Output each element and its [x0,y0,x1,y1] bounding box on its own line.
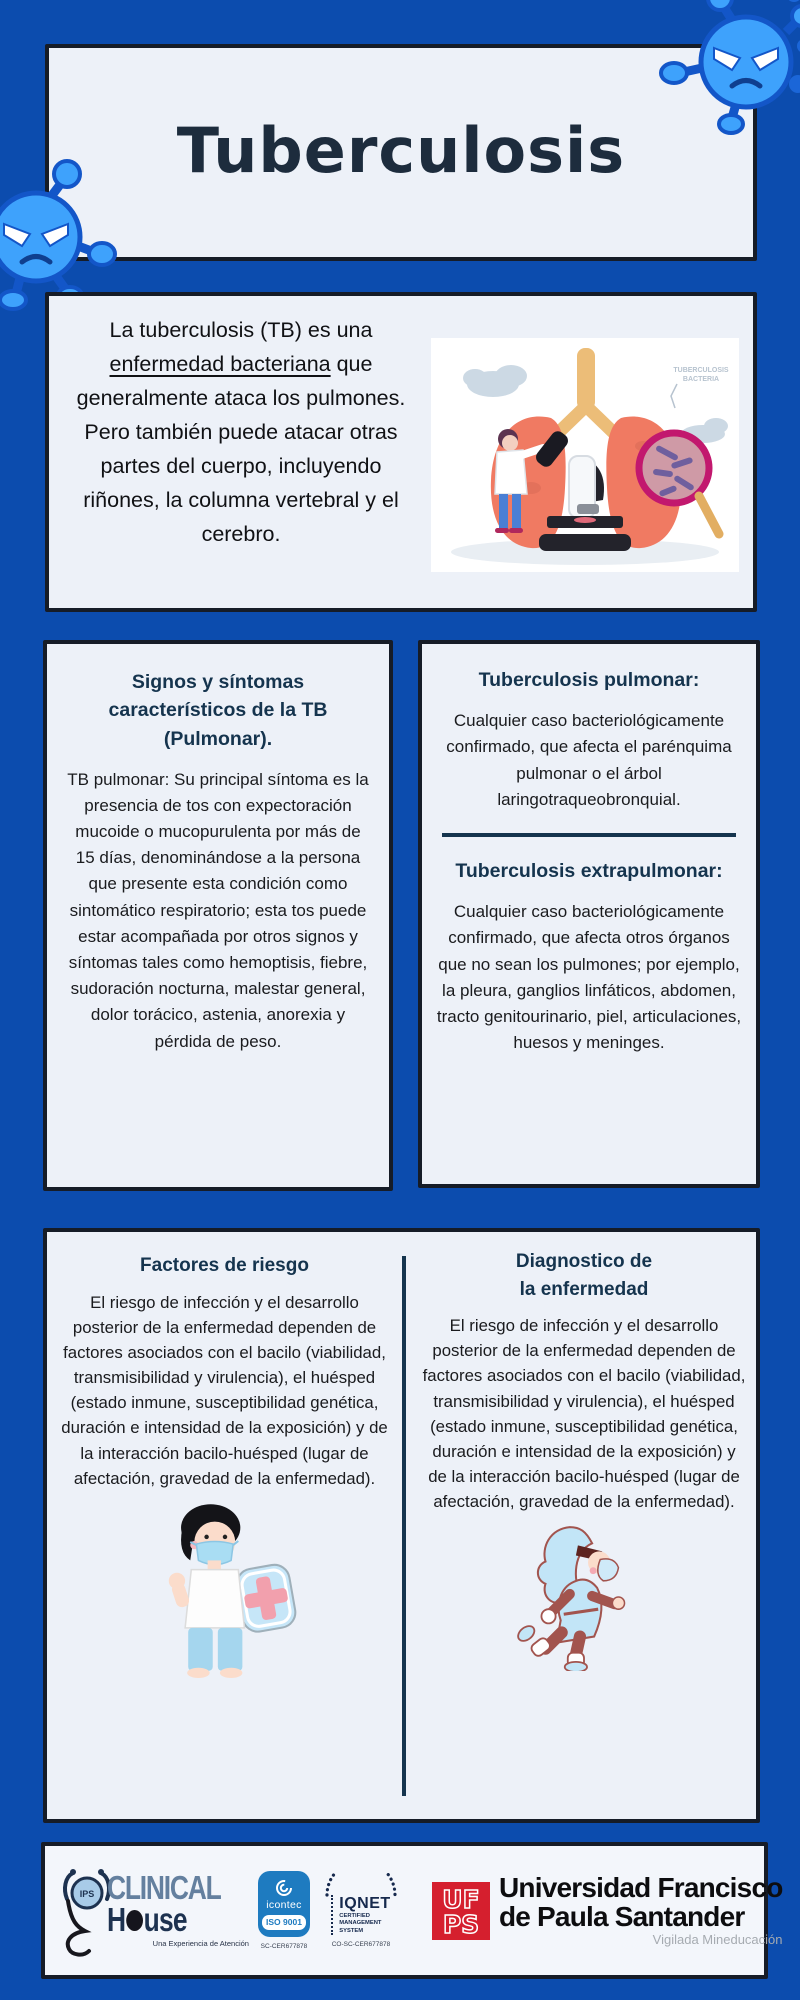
iqnet-wordmark [331,1895,390,1935]
iqnet-subtitle-1: CERTIFIED [339,1912,370,1919]
iqnet-dotted-arc-icon [319,1873,403,1897]
lungs-microscope-art [431,338,739,572]
footer-logos-card [41,1842,783,1979]
svg-text:IPS: IPS [79,1888,95,1899]
iqnet-subtitle-2: MANAGEMENT [339,1920,382,1927]
svg-text:UF: UF [442,1884,480,1914]
iqnet-subtitle-3: SYSTEM [339,1927,364,1934]
diagnosis-body: El riesgo de infección y el desarrollo posterior de la enfermedad dependen de factores asociados con el bacilo (viabilidad, transmisibilidad y virulencia), el huésped (estado inmune, susceptibilidad genética, duración e intensidad de la exposición) y de la interacción bacilo-huésped (lugar de afectación, gravedad de la enfermedad). [422,1316,746,1512]
icontec-logo [258,1871,310,1950]
stethoscope-chestpiece-icon [126,1910,143,1931]
pulmonar-body: Cualquier caso bacteriológicamente confirmado, que afecta el parénquima pulmonar o el árbol laringotraqueobronquial. [446,711,732,809]
clinical-house-logo [59,1865,249,1957]
footer-logos-row [45,1846,783,1975]
header-card [45,44,757,261]
svg-text:BACTERIA: BACTERIA [682,376,720,383]
iqnet-certificate-number: CO-SC-CER677878 [331,1941,391,1949]
risk-heading: Factores de riesgo [140,1255,309,1276]
svg-text:TUBERCULOSIS: TUBERCULOSIS [673,367,729,374]
intro-paragraph [61,314,421,552]
clinical-text: CLINICAL [107,1869,221,1907]
ufps-monogram-icon [432,1882,490,1940]
icontec-badge [258,1871,310,1937]
symptoms-card [43,640,393,1191]
intro-text-after: que generalmente ataca los pulmones. Pero también puede atacar otras partes del cuerpo, incluyendo riñones, la columna vertebral y el cerebro. [76,351,406,546]
university-name-line2: de Paula Santander [498,1900,745,1932]
diagnosis-column [408,1232,760,1819]
vertical-divider [402,1256,406,1796]
risk-column [47,1232,402,1819]
iso-9001-label: ISO 9001 [262,1915,306,1930]
svg-text:PS: PS [442,1909,480,1939]
lungs-microscope-illustration [431,338,739,572]
clinical-house-tagline: Una Experiencia de Atención [152,1938,249,1948]
extrapulmonar-body: Cualquier caso bacteriológicamente confirmado, que afecta otros órganos que no sean los pulmones; por ejemplo, la pleura, ganglios linfáticos, abdomen, tracto genitourinario, piel, articulaciones, huesos y meninges. [436,902,742,1053]
iqnet-logo [319,1873,403,1948]
page-title: Tuberculosis [176,114,626,187]
university-name [498,1871,783,1948]
risk-body: El riesgo de infección y el desarrollo posterior de la enfermedad dependen de factores asociados con el bacilo (viabilidad, transmisibilidad y virulencia), el huésped (estado inmune, susceptibilidad genética, duración e intensidad de la exposición) y de la interacción bacilo-huésped (lugar de afectación, gravedad de la enfermedad). [61,1292,388,1488]
pulmonar-heading: Tuberculosis pulmonar: [478,669,700,691]
clinical-house-wordmark [107,1869,249,1948]
intro-underlined-term: enfermedad bacteriana [109,351,331,376]
icontec-spiral-icon [275,1879,293,1897]
diagnosis-heading-line1: Diagnostico de [515,1251,653,1272]
symptoms-heading: Signos y síntomas característicos de la TB (Pulmonar). [108,671,328,750]
running-nurse-illustration [509,1519,659,1671]
horizontal-divider [442,833,736,837]
tb-types-card [418,640,760,1188]
symptoms-body: TB pulmonar: Su principal síntoma es la presencia de tos con expectoración mucoide o mucopurulenta por más de 15 días, denominándose a la persona que presente esta condición como sintomático respiratorio; esta tos puede estar acompañada por otros signos y síntomas tales como hemoptisis, fiebre, sudoración nocturna, malestar general, dolor torácico, astenia, anorexia y pérdida de peso. [67,769,369,1051]
icontec-certificate-number: SC-CER677878 [260,1943,308,1950]
iqnet-name: IQNET [339,1894,391,1912]
ufps-logo-group [432,1871,783,1948]
university-name-line1: Universidad Francisco [498,1871,783,1903]
intro-card [45,292,757,612]
risk-diagnosis-card [43,1228,760,1823]
boy-with-shield-illustration [140,1495,310,1679]
icontec-name: icontec [266,1898,302,1911]
extrapulmonar-heading: Tuberculosis extrapulmonar: [455,859,723,882]
house-text: H use [107,1900,187,1938]
intro-text-before: La tuberculosis (TB) es una [109,318,373,342]
diagnosis-heading-line2: la enfermedad [519,1278,649,1300]
vigilada-note: Vigilada Mineducación [652,1932,783,1948]
